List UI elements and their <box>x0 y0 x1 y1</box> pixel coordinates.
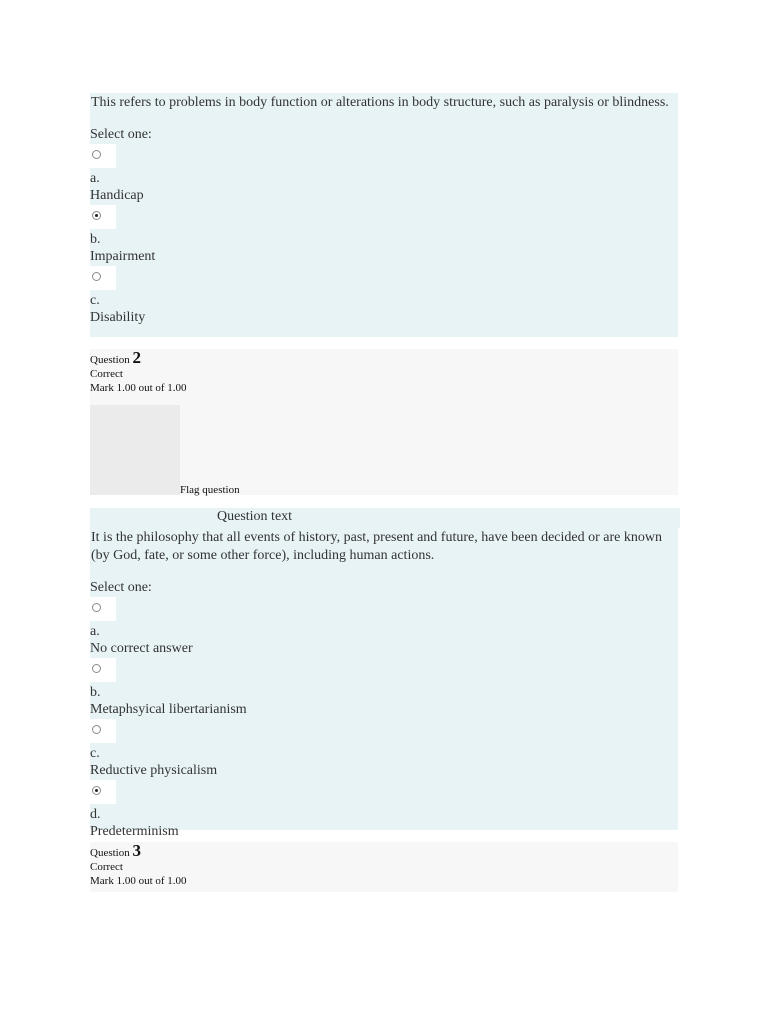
question-1-content <box>90 93 678 337</box>
option-c-label[interactable]: Disability <box>90 310 146 325</box>
option-a-letter: a. <box>90 171 100 186</box>
question-number: 2 <box>132 348 141 367</box>
question-2-heading <box>90 349 678 367</box>
option-d-radio-cell[interactable] <box>90 780 116 804</box>
option-a-letter: a. <box>90 624 100 639</box>
flag-icon[interactable] <box>90 405 180 495</box>
question-text-heading: Question text <box>217 509 293 524</box>
option-a-label[interactable]: No correct answer <box>90 641 193 656</box>
radio-a[interactable] <box>92 150 101 159</box>
option-a-radio-cell[interactable] <box>90 597 116 621</box>
radio-c[interactable] <box>92 725 101 734</box>
radio-c[interactable] <box>92 272 101 281</box>
option-c-letter: c. <box>90 293 100 308</box>
option-a-label[interactable]: Handicap <box>90 188 144 203</box>
select-one-label: Select one: <box>90 580 152 595</box>
option-c-radio-cell[interactable] <box>90 719 116 743</box>
question-2-content <box>90 528 678 839</box>
option-d-letter: d. <box>90 807 101 822</box>
option-b-letter: b. <box>90 232 101 247</box>
question-3-info <box>90 842 678 892</box>
option-b-letter: b. <box>90 685 101 700</box>
option-d-label[interactable]: Predeterminism <box>90 824 179 839</box>
option-b-label[interactable]: Impairment <box>90 249 156 264</box>
option-b-label[interactable]: Metaphsyical libertarianism <box>90 702 247 717</box>
option-c-label[interactable]: Reductive physicalism <box>90 763 218 778</box>
question-mark: Mark 1.00 out of 1.00 <box>90 875 187 887</box>
question-label: Question <box>90 847 130 859</box>
option-a-radio-cell[interactable] <box>90 144 116 168</box>
question-1-text: This refers to problems in body function or alterations in body structure, such as paralysis or blindness. <box>91 95 669 110</box>
question-number: 3 <box>132 841 141 860</box>
question-status: Correct <box>90 368 123 380</box>
question-text-header <box>90 508 680 528</box>
option-b-radio-cell[interactable] <box>90 658 116 682</box>
question-mark: Mark 1.00 out of 1.00 <box>90 382 187 394</box>
question-3-heading <box>90 842 678 860</box>
question-status: Correct <box>90 861 123 873</box>
question-2-info <box>90 349 678 495</box>
option-c-letter: c. <box>90 746 100 761</box>
flag-question-link[interactable]: Flag question <box>180 484 240 496</box>
question-2-text: It is the philosophy that all events of history, past, present and future, have been decided or are known (by God, fate, or some other force), including human actions. <box>91 530 662 563</box>
radio-d[interactable] <box>92 786 101 795</box>
select-one-label: Select one: <box>90 127 152 142</box>
option-b-radio-cell[interactable] <box>90 205 116 229</box>
question-label: Question <box>90 354 130 366</box>
option-c-radio-cell[interactable] <box>90 266 116 290</box>
radio-a[interactable] <box>92 603 101 612</box>
radio-b[interactable] <box>92 664 101 673</box>
radio-b[interactable] <box>92 211 101 220</box>
